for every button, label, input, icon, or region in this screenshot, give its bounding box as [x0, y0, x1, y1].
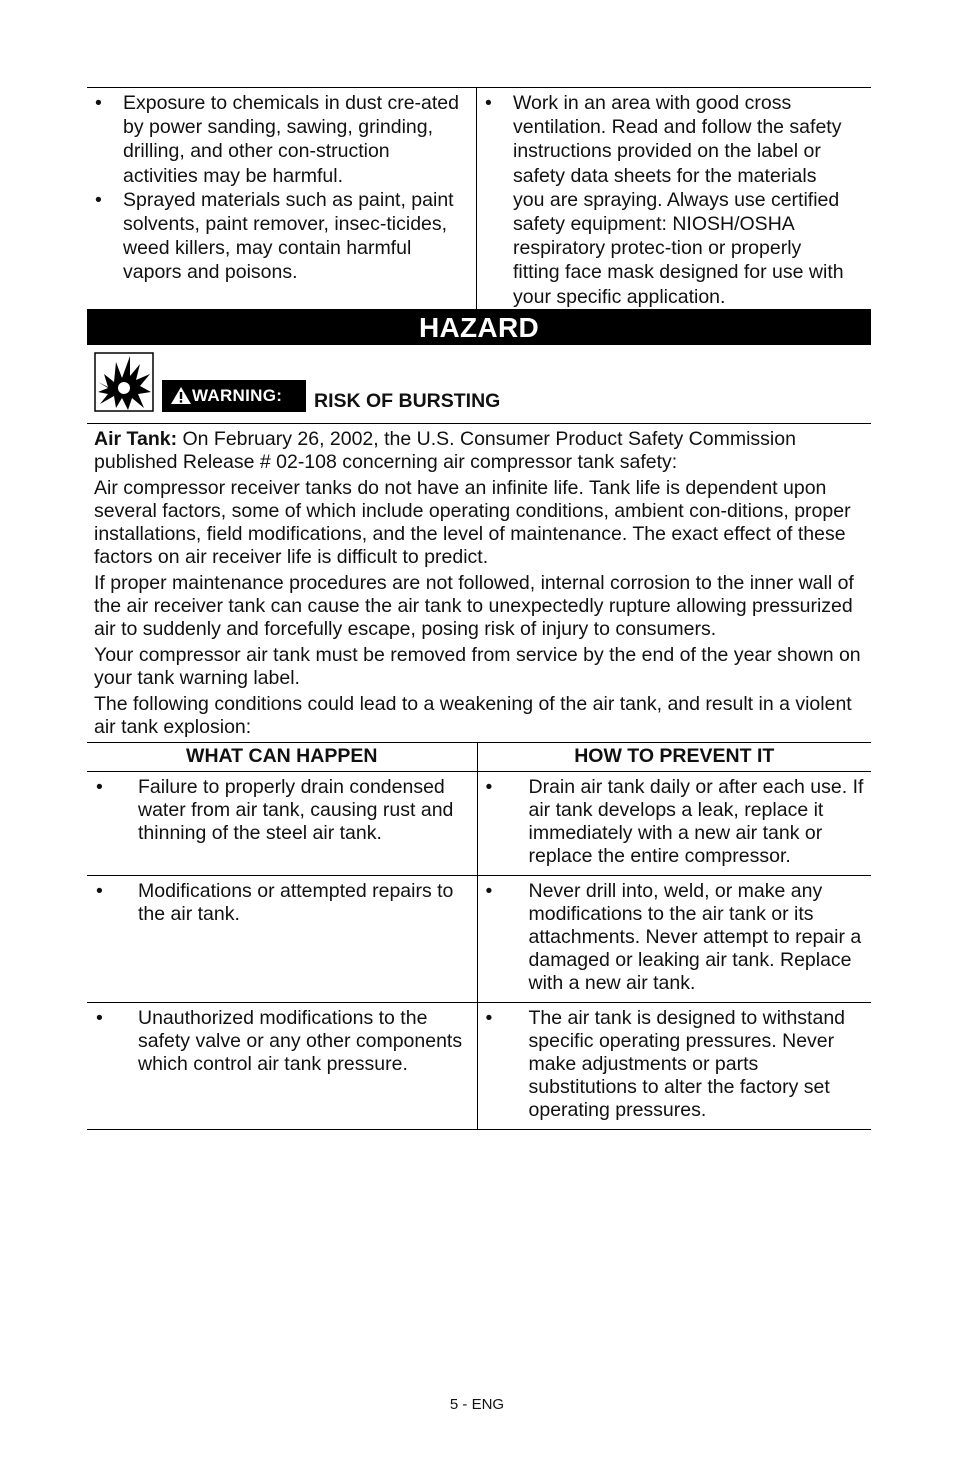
- table-cell: [477, 875, 871, 1002]
- bullet-icon: •: [95, 188, 102, 211]
- table-cell: [477, 1002, 871, 1129]
- hazard-banner: HAZARD: [87, 309, 871, 345]
- warning-badge: WARNING:: [162, 380, 306, 412]
- cell-text: Modifications or attempted repairs to the air tank.: [138, 879, 454, 925]
- table-cell: [87, 875, 477, 1002]
- table-row: [87, 771, 871, 875]
- list-item: [477, 91, 853, 309]
- list-item-text: Sprayed materials such as paint, paint solvents, paint remover, insec-ticides, weed killers, may contain harmful vapors and poisons.: [123, 188, 454, 284]
- list-item: [87, 188, 471, 285]
- bullet-icon: •: [485, 775, 493, 798]
- left-column: [87, 88, 477, 309]
- table-cell: [87, 771, 477, 875]
- cell-text: Never drill into, weld, or make any modifications to the air tank or its attachments. Never attempt to repair a damaged or leaking air tank. Replace with a new air tank.: [528, 879, 862, 994]
- warning-header: [87, 345, 871, 424]
- list-item: [87, 91, 463, 188]
- table-row: [87, 1002, 871, 1129]
- cell-text: The air tank is designed to withstand specific operating pressures. Never make adjustments or parts substitutions to alter the factory set operating pressures.: [528, 1006, 846, 1121]
- right-column: [477, 88, 871, 309]
- page-number: 5 - ENG: [449, 1396, 505, 1413]
- bullet-icon: •: [95, 92, 102, 114]
- cell-text: Failure to properly drain condensed water from air tank, causing rust and thinning of the steel air tank.: [138, 775, 454, 844]
- warning-triangle-icon: [170, 386, 192, 405]
- table-cell: [477, 771, 871, 875]
- bullet-icon: •: [96, 775, 103, 798]
- paragraph: The following conditions could lead to a weakening of the air tank, and result in a violent air tank explosion:: [94, 692, 852, 738]
- air-tank-lead: Air Tank:: [94, 427, 178, 450]
- table-cell: [87, 1002, 477, 1129]
- cell-text: Drain air tank daily or after each use. If air tank develops a leak, replace it immediately with a new air tank or replace the entire compressor.: [528, 775, 864, 867]
- bullet-icon: •: [485, 92, 492, 114]
- top-two-column-box: [87, 87, 871, 309]
- risk-title: RISK OF BURSTING: [314, 389, 501, 412]
- table-row: [87, 875, 871, 1002]
- prevention-table: [87, 742, 871, 1130]
- table-header-row: [87, 742, 871, 771]
- bullet-icon: •: [485, 879, 493, 902]
- bullet-icon: •: [96, 1006, 103, 1029]
- cell-text: Unauthorized modifications to the safety valve or any other components which control air tank pressure.: [138, 1006, 463, 1075]
- paragraph: Your compressor air tank must be removed from service by the end of the year shown on your tank warning label.: [94, 643, 861, 689]
- manual-page: [87, 87, 871, 1130]
- air-tank-intro-text: On February 26, 2002, the U.S. Consumer Product Safety Commission published Release # 02-108 concerning air compressor tank safety:: [94, 427, 796, 473]
- bullet-icon: •: [485, 1006, 493, 1029]
- paragraph: If proper maintenance procedures are not followed, internal corrosion to the inner wall of the air receiver tank can cause the air tank to unexpectedly rupture allowing pressurized air to suddenly and forcefully escape, posing risk of injury to consumers.: [94, 571, 854, 640]
- explosion-icon: [94, 352, 154, 412]
- list-item-text: Exposure to chemicals in dust cre-ated by power sanding, sawing, grinding, drilling, and other con-struction activities may be harmful.: [123, 92, 459, 187]
- column-header-what-can-happen: WHAT CAN HAPPEN: [87, 742, 477, 771]
- air-tank-intro: [94, 428, 864, 474]
- left-bullet-list: [87, 91, 476, 285]
- bullet-icon: •: [96, 879, 103, 902]
- air-tank-text: [87, 424, 871, 739]
- paragraph: Air compressor receiver tanks do not have an infinite life. Tank life is dependent upon several factors, some of which include operating conditions, ambient con-ditions, proper installations, field modifications, and the level of maintenance. The exact effect of these factors on air receiver life is difficult to predict.: [94, 476, 851, 568]
- column-header-how-to-prevent: HOW TO PREVENT IT: [477, 742, 871, 771]
- list-item-text: Work in an area with good cross ventilation. Read and follow the safety instructions provided on the label or safety data sheets for the materials you are spraying. Always use certified safety equipment: NIOSH/OSHA respiratory protec-tion or properly fitting face mask designed for use with your specific application.: [513, 92, 844, 308]
- right-bullet-list: [477, 91, 871, 309]
